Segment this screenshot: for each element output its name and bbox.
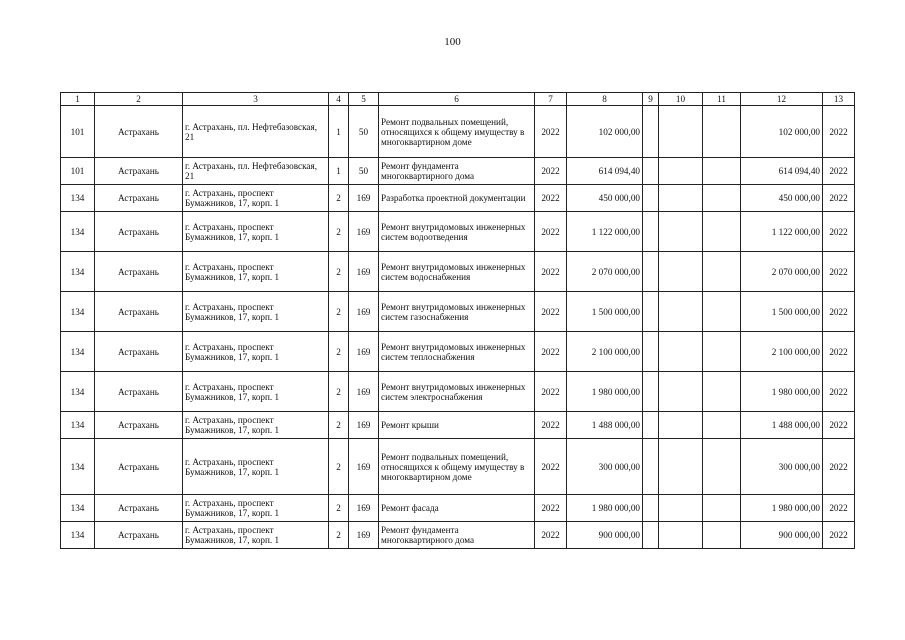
house-id-cell: 169 (349, 372, 379, 412)
municipality-cell: Астрахань (95, 439, 183, 495)
completion-year-cell: 2022 (823, 412, 855, 439)
row-number-cell: 134 (61, 212, 95, 252)
completion-year-cell: 2022 (823, 332, 855, 372)
cost-cell: 900 000,00 (567, 522, 643, 549)
work-type-cell: Ремонт фундамента многоквартирного дома (379, 522, 535, 549)
year-cell: 2022 (535, 158, 567, 185)
total-cost-cell: 102 000,00 (741, 106, 823, 158)
house-id-cell: 169 (349, 439, 379, 495)
table-row (61, 212, 855, 252)
cost-cell: 450 000,00 (567, 185, 643, 212)
total-cost-cell: 614 094,40 (741, 158, 823, 185)
cost-cell: 614 094,40 (567, 158, 643, 185)
municipality-cell: Астрахань (95, 212, 183, 252)
code-cell: 2 (329, 185, 349, 212)
completion-year-cell: 2022 (823, 372, 855, 412)
code-cell: 2 (329, 495, 349, 522)
code-cell: 1 (329, 106, 349, 158)
row-number-cell: 134 (61, 439, 95, 495)
repair-program-table (60, 92, 855, 549)
column-header: 7 (535, 93, 567, 106)
total-cost-cell: 1 980 000,00 (741, 495, 823, 522)
address-cell: г. Астрахань, проспект Бумажников, 17, корп. 1 (183, 372, 329, 412)
empty-cell (659, 252, 703, 292)
row-number-cell: 134 (61, 292, 95, 332)
column-number-row (61, 93, 855, 106)
house-id-cell: 169 (349, 212, 379, 252)
empty-cell (643, 185, 659, 212)
municipality-cell: Астрахань (95, 252, 183, 292)
table-row (61, 106, 855, 158)
empty-cell (703, 522, 741, 549)
year-cell: 2022 (535, 332, 567, 372)
address-cell: г. Астрахань, проспект Бумажников, 17, корп. 1 (183, 495, 329, 522)
house-id-cell: 169 (349, 292, 379, 332)
completion-year-cell: 2022 (823, 252, 855, 292)
empty-cell (643, 412, 659, 439)
column-header: 4 (329, 93, 349, 106)
address-cell: г. Астрахань, проспект Бумажников, 17, корп. 1 (183, 252, 329, 292)
empty-cell (643, 252, 659, 292)
column-header: 9 (643, 93, 659, 106)
empty-cell (643, 292, 659, 332)
house-id-cell: 50 (349, 158, 379, 185)
empty-cell (703, 372, 741, 412)
address-cell: г. Астрахань, проспект Бумажников, 17, корп. 1 (183, 332, 329, 372)
empty-cell (643, 495, 659, 522)
row-number-cell: 134 (61, 252, 95, 292)
total-cost-cell: 1 488 000,00 (741, 412, 823, 439)
table-row (61, 412, 855, 439)
table-row (61, 522, 855, 549)
address-cell: г. Астрахань, проспект Бумажников, 17, корп. 1 (183, 439, 329, 495)
empty-cell (643, 372, 659, 412)
municipality-cell: Астрахань (95, 106, 183, 158)
total-cost-cell: 450 000,00 (741, 185, 823, 212)
empty-cell (659, 185, 703, 212)
house-id-cell: 50 (349, 106, 379, 158)
year-cell: 2022 (535, 439, 567, 495)
page-number: 100 (444, 36, 461, 48)
total-cost-cell: 2 100 000,00 (741, 332, 823, 372)
empty-cell (659, 212, 703, 252)
total-cost-cell: 300 000,00 (741, 439, 823, 495)
address-cell: г. Астрахань, проспект Бумажников, 17, корп. 1 (183, 212, 329, 252)
row-number-cell: 101 (61, 158, 95, 185)
table-row (61, 158, 855, 185)
year-cell: 2022 (535, 252, 567, 292)
completion-year-cell: 2022 (823, 158, 855, 185)
column-header: 2 (95, 93, 183, 106)
cost-cell: 1 980 000,00 (567, 495, 643, 522)
empty-cell (643, 522, 659, 549)
code-cell: 1 (329, 158, 349, 185)
row-number-cell: 134 (61, 522, 95, 549)
house-id-cell: 169 (349, 412, 379, 439)
completion-year-cell: 2022 (823, 106, 855, 158)
municipality-cell: Астрахань (95, 185, 183, 212)
work-type-cell: Ремонт внутридомовых инженерных систем теплоснабжения (379, 332, 535, 372)
empty-cell (659, 106, 703, 158)
row-number-cell: 134 (61, 495, 95, 522)
year-cell: 2022 (535, 522, 567, 549)
empty-cell (703, 212, 741, 252)
year-cell: 2022 (535, 106, 567, 158)
work-type-cell: Ремонт подвальных помещений, относящихся к общему имуществу в многоквартирном доме (379, 106, 535, 158)
table-row (61, 372, 855, 412)
address-cell: г. Астрахань, проспект Бумажников, 17, корп. 1 (183, 292, 329, 332)
column-header: 12 (741, 93, 823, 106)
table-row (61, 439, 855, 495)
total-cost-cell: 900 000,00 (741, 522, 823, 549)
column-header: 1 (61, 93, 95, 106)
empty-cell (659, 158, 703, 185)
municipality-cell: Астрахань (95, 495, 183, 522)
empty-cell (659, 522, 703, 549)
total-cost-cell: 1 500 000,00 (741, 292, 823, 332)
table-body (61, 106, 855, 549)
municipality-cell: Астрахань (95, 292, 183, 332)
municipality-cell: Астрахань (95, 158, 183, 185)
cost-cell: 1 488 000,00 (567, 412, 643, 439)
completion-year-cell: 2022 (823, 292, 855, 332)
municipality-cell: Астрахань (95, 372, 183, 412)
completion-year-cell: 2022 (823, 212, 855, 252)
total-cost-cell: 2 070 000,00 (741, 252, 823, 292)
empty-cell (703, 106, 741, 158)
house-id-cell: 169 (349, 185, 379, 212)
empty-cell (703, 495, 741, 522)
column-header: 5 (349, 93, 379, 106)
column-header: 13 (823, 93, 855, 106)
address-cell: г. Астрахань, проспект Бумажников, 17, корп. 1 (183, 185, 329, 212)
row-number-cell: 101 (61, 106, 95, 158)
code-cell: 2 (329, 412, 349, 439)
column-header: 10 (659, 93, 703, 106)
table-row (61, 292, 855, 332)
cost-cell: 300 000,00 (567, 439, 643, 495)
work-type-cell: Ремонт подвальных помещений, относящихся к общему имуществу в многоквартирном доме (379, 439, 535, 495)
empty-cell (703, 185, 741, 212)
cost-cell: 1 500 000,00 (567, 292, 643, 332)
code-cell: 2 (329, 372, 349, 412)
year-cell: 2022 (535, 495, 567, 522)
work-type-cell: Ремонт крыши (379, 412, 535, 439)
empty-cell (703, 412, 741, 439)
table-row (61, 495, 855, 522)
completion-year-cell: 2022 (823, 439, 855, 495)
empty-cell (703, 332, 741, 372)
empty-cell (643, 439, 659, 495)
empty-cell (659, 495, 703, 522)
column-header: 6 (379, 93, 535, 106)
column-header: 11 (703, 93, 741, 106)
empty-cell (643, 158, 659, 185)
empty-cell (703, 158, 741, 185)
table-row (61, 185, 855, 212)
empty-cell (659, 292, 703, 332)
year-cell: 2022 (535, 372, 567, 412)
empty-cell (703, 439, 741, 495)
row-number-cell: 134 (61, 412, 95, 439)
work-type-cell: Ремонт внутридомовых инженерных систем водоснабжения (379, 252, 535, 292)
total-cost-cell: 1 980 000,00 (741, 372, 823, 412)
empty-cell (643, 106, 659, 158)
address-cell: г. Астрахань, проспект Бумажников, 17, корп. 1 (183, 522, 329, 549)
work-type-cell: Ремонт внутридомовых инженерных систем водоотведения (379, 212, 535, 252)
empty-cell (703, 252, 741, 292)
empty-cell (659, 372, 703, 412)
address-cell: г. Астрахань, пл. Нефтебазовская, 21 (183, 158, 329, 185)
code-cell: 2 (329, 212, 349, 252)
work-type-cell: Ремонт внутридомовых инженерных систем газоснабжения (379, 292, 535, 332)
year-cell: 2022 (535, 212, 567, 252)
work-type-cell: Разработка проектной документации (379, 185, 535, 212)
empty-cell (659, 332, 703, 372)
empty-cell (643, 212, 659, 252)
empty-cell (643, 332, 659, 372)
cost-cell: 1 122 000,00 (567, 212, 643, 252)
code-cell: 2 (329, 439, 349, 495)
municipality-cell: Астрахань (95, 332, 183, 372)
work-type-cell: Ремонт фундамента многоквартирного дома (379, 158, 535, 185)
table-row (61, 252, 855, 292)
code-cell: 2 (329, 252, 349, 292)
cost-cell: 2 070 000,00 (567, 252, 643, 292)
table-row (61, 332, 855, 372)
year-cell: 2022 (535, 412, 567, 439)
cost-cell: 102 000,00 (567, 106, 643, 158)
municipality-cell: Астрахань (95, 412, 183, 439)
house-id-cell: 169 (349, 522, 379, 549)
total-cost-cell: 1 122 000,00 (741, 212, 823, 252)
house-id-cell: 169 (349, 332, 379, 372)
code-cell: 2 (329, 332, 349, 372)
address-cell: г. Астрахань, проспект Бумажников, 17, корп. 1 (183, 412, 329, 439)
year-cell: 2022 (535, 185, 567, 212)
house-id-cell: 169 (349, 252, 379, 292)
empty-cell (659, 439, 703, 495)
cost-cell: 1 980 000,00 (567, 372, 643, 412)
completion-year-cell: 2022 (823, 185, 855, 212)
code-cell: 2 (329, 522, 349, 549)
year-cell: 2022 (535, 292, 567, 332)
completion-year-cell: 2022 (823, 522, 855, 549)
work-type-cell: Ремонт внутридомовых инженерных систем электроснабжения (379, 372, 535, 412)
row-number-cell: 134 (61, 185, 95, 212)
empty-cell (659, 412, 703, 439)
completion-year-cell: 2022 (823, 495, 855, 522)
code-cell: 2 (329, 292, 349, 332)
column-header: 3 (183, 93, 329, 106)
empty-cell (703, 292, 741, 332)
row-number-cell: 134 (61, 332, 95, 372)
address-cell: г. Астрахань, пл. Нефтебазовская, 21 (183, 106, 329, 158)
work-type-cell: Ремонт фасада (379, 495, 535, 522)
column-header: 8 (567, 93, 643, 106)
house-id-cell: 169 (349, 495, 379, 522)
municipality-cell: Астрахань (95, 522, 183, 549)
cost-cell: 2 100 000,00 (567, 332, 643, 372)
row-number-cell: 134 (61, 372, 95, 412)
